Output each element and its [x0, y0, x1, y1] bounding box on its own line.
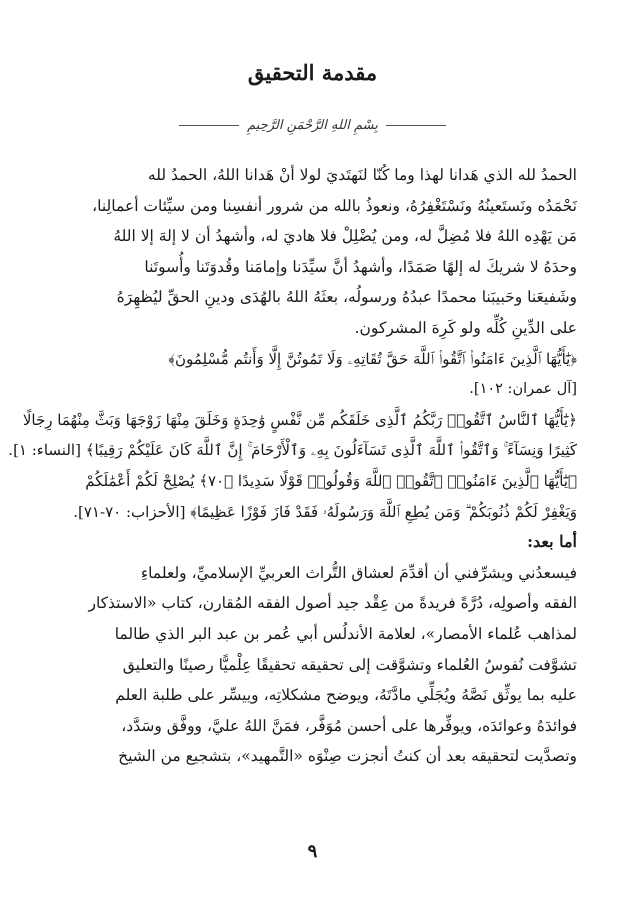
basmala-line-left — [179, 125, 239, 126]
quran-verse-line: ﴿يَٰٓأَيُّهَا ٱلَّذِينَ ءَامَنُوا۟ ٱتَّقُوا۟ ٱللَّهَ حَقَّ تُقَاتِهِۦ وَلَا تَمُوتُنَّ إِلَّا وَأَنتُم مُّسْلِمُونَ﴾ — [168, 349, 577, 368]
section-heading: أما بعد: — [527, 532, 577, 552]
text-line: الفقه وأصولِه، دُرَّةً فريدةً من عِقْد جيد أصول الفقه المُقارن، كتاب «الاستذكار — [88, 594, 577, 613]
text-line: وشَفيعَنا وحَبيبَنا محمدًا عبدُهُ ورسولُه، بعثَهُ اللهُ بالهُدَى ودينِ الحقِّ ليُظهِرَهُ — [116, 288, 577, 307]
text-line: وتصدَّيت لتحقيقه بعد أن كنتُ أنجزت صِنْوَه «التَّمهيد»، بتشجيع من الشيخ — [118, 747, 577, 766]
body-text — [8, 160, 577, 772]
text-line: الحمدُ لله الذي هَدانا لهذا وما كُنّا لنَهتَديَ لولا أنْ هَدانا اللهُ، الحمدُ لله — [147, 166, 577, 184]
page-number: ٩ — [307, 841, 318, 862]
text-line: نَحْمَدُه ونَستَعينُهُ ونَسْتَغْفِرُهُ، ونعوذُ بالله من شرور أنفسِنا ومن سيِّئات أعمالِنا، — [92, 196, 577, 215]
page-title: مقدمة التحقيق — [247, 60, 378, 85]
text-line: لمذاهب عُلماء الأمصار»، لعلامة الأندلُس أبي عُمر بن عبد البر الذي طالما — [114, 624, 577, 643]
quran-verse-line: وَيَغْفِرْ لَكُمْ ذُنُوبَكُمْ ۗ وَمَن يُطِعِ ٱللَّهَ وَرَسُولَهُۥ فَقَدْ فَازَ فَوْزًا عَظِيمًا﴾ [الأحزاب: ٧٠-٧١]. — [73, 502, 577, 521]
text-line: تشوَّفت نُفوسُ العُلماء وتشوَّقت إلى تحقيقه تحقيقًا عِلْميًّا رصينًا والتعليق — [122, 655, 577, 674]
quran-verse-line: ﴿يَٰٓأَيُّهَا ٱلَّذِينَ ءَامَنُوا۟ ٱتَّقُوا۟ ٱللَّهَ وَقُولُوا۟ قَوْلًا سَدِيدًا ﴿٧٠﴾ يُصْلِحْ لَكُمْ أَعْمَٰلَكُمْ — [85, 471, 577, 490]
verse-reference: [آل عمران: ١٠٢]. — [469, 381, 577, 398]
text-line: مَن يَهْدِه اللهُ فلا مُضِلَّ له، ومن يُضْلِلْ فلا هاديَ له، وأشهدُ أن لا إلهَ إلا اللهُ — [113, 227, 577, 246]
quran-verse-line: كَثِيرًا وَنِسَآءً ۚ وَٱتَّقُوا۟ ٱللَّهَ ٱلَّذِى تَسَآءَلُونَ بِهِۦ وَٱلْأَرْحَامَ ۚ إِنَّ ٱللَّهَ كَانَ عَلَيْكُمْ رَقِيبًا﴾ [النساء: ١]. — [8, 441, 577, 460]
text-line: على الدِّينِ كُلِّه ولو كَرِهَ المشركون. — [354, 318, 577, 337]
text-line: فيسعدُني ويشرِّفني أن أقدِّمَ لعشاق التُّراث العربيِّ الإسلاميِّ، ولعلماءِ — [140, 563, 577, 582]
text-line: عليه بما يوثِّق نَصَّهُ ويُجَلِّي مادَّتَهُ، ويوضح مشكلاتِه، وييسِّر على طلبة العلم — [115, 686, 577, 705]
quran-verse-line: ﴿يَٰٓأَيُّهَا ٱلنَّاسُ ٱتَّقُوا۟ رَبَّكُمُ ٱلَّذِى خَلَقَكُم مِّن نَّفْسٍ وَٰحِدَةٍ وَخَلَقَ مِنْهَا زَوْجَهَا وَبَثَّ مِنْهُمَا رِجَالًا — [22, 410, 577, 429]
basmala-ornament — [0, 118, 625, 133]
text-line: وحدَهُ لا شريكَ له إلهًا صَمَدًا، وأشهدُ أنَّ سيِّدَنا وإمامَنا وقُدوَتَنا وأُسوتَنا — [144, 257, 577, 276]
basmala-text: بِسْمِ اللهِ الرَّحْمَنِ الرَّحِيمِ — [247, 118, 378, 133]
text-line: فوائدَهُ وعوائدَه، ويوفِّرها على أحسن مُوَفَّر، فمَنَّ اللهُ عليَّ، ووفَّق وسَدَّد، — [121, 716, 577, 735]
basmala-line-right — [386, 125, 446, 126]
